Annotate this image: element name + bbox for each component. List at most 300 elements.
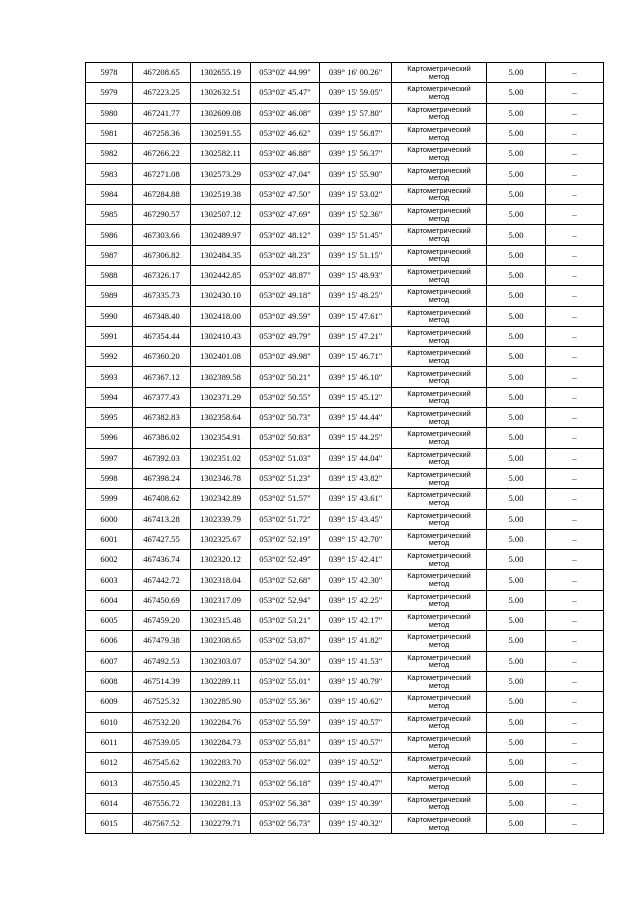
method-label-line2: метод xyxy=(428,457,450,467)
note-cell: – xyxy=(546,732,604,752)
method-cell xyxy=(392,773,487,793)
x-coordinate-cell: 467392.03 xyxy=(133,448,191,468)
table-row xyxy=(86,732,604,752)
latitude-cell: 053°02' 56.38" xyxy=(251,793,320,813)
y-coordinate-cell: 1302519.38 xyxy=(191,184,251,204)
table-row xyxy=(86,753,604,773)
point-number-cell: 6012 xyxy=(86,753,133,773)
latitude-cell: 053°02' 56.18" xyxy=(251,773,320,793)
longitude-cell: 039° 15' 42.30" xyxy=(320,570,392,590)
latitude-cell: 053°02' 46.88" xyxy=(251,144,320,164)
table-row xyxy=(86,265,604,285)
latitude-cell: 053°02' 51.57" xyxy=(251,489,320,509)
method-cell xyxy=(392,428,487,448)
y-coordinate-cell: 1302281.13 xyxy=(191,793,251,813)
x-coordinate-cell: 467459.20 xyxy=(133,611,191,631)
accuracy-cell: 5.00 xyxy=(487,550,546,570)
table-row xyxy=(86,164,604,184)
method-label-line2: метод xyxy=(428,538,450,548)
x-coordinate-cell: 467306.82 xyxy=(133,245,191,265)
y-coordinate-cell: 1302282.71 xyxy=(191,773,251,793)
method-label-line1: Картометрический xyxy=(407,612,471,622)
table-row xyxy=(86,205,604,225)
method-label-line2: метод xyxy=(428,660,450,670)
note-cell: – xyxy=(546,387,604,407)
method-cell xyxy=(392,529,487,549)
method-label-line1: Картометрический xyxy=(407,551,471,561)
method-label-line2: метод xyxy=(428,294,450,304)
longitude-cell: 039° 15' 44.25" xyxy=(320,428,392,448)
method-label-line2: метод xyxy=(428,518,450,528)
point-number-cell: 6007 xyxy=(86,651,133,671)
note-cell: – xyxy=(546,570,604,590)
point-number-cell: 5986 xyxy=(86,225,133,245)
y-coordinate-cell: 1302410.43 xyxy=(191,326,251,346)
note-cell: – xyxy=(546,671,604,691)
method-label-line1: Картометрический xyxy=(407,754,471,764)
method-label-line2: метод xyxy=(428,335,450,345)
accuracy-cell: 5.00 xyxy=(487,509,546,529)
table-row xyxy=(86,631,604,651)
x-coordinate-cell: 467208.65 xyxy=(133,63,191,83)
method-label-line1: Картометрический xyxy=(407,672,471,682)
table-row xyxy=(86,793,604,813)
x-coordinate-cell: 467348.40 xyxy=(133,306,191,326)
method-label-line1: Картометрический xyxy=(407,530,471,540)
accuracy-cell: 5.00 xyxy=(487,793,546,813)
method-label-line2: метод xyxy=(428,477,450,487)
note-cell: – xyxy=(546,712,604,732)
accuracy-cell: 5.00 xyxy=(487,245,546,265)
x-coordinate-cell: 467354.44 xyxy=(133,326,191,346)
note-cell: – xyxy=(546,813,604,833)
method-cell xyxy=(392,205,487,225)
table-row xyxy=(86,570,604,590)
longitude-cell: 039° 15' 53.02" xyxy=(320,184,392,204)
x-coordinate-cell: 467532.20 xyxy=(133,712,191,732)
y-coordinate-cell: 1302308.65 xyxy=(191,631,251,651)
x-coordinate-cell: 467290.57 xyxy=(133,205,191,225)
x-coordinate-cell: 467545.62 xyxy=(133,753,191,773)
method-cell xyxy=(392,103,487,123)
method-cell xyxy=(392,448,487,468)
longitude-cell: 039° 15' 52.36" xyxy=(320,205,392,225)
longitude-cell: 039° 15' 57.80" xyxy=(320,103,392,123)
y-coordinate-cell: 1302279.71 xyxy=(191,813,251,833)
y-coordinate-cell: 1302655.19 xyxy=(191,63,251,83)
method-label-line1: Картометрический xyxy=(407,713,471,723)
table-row xyxy=(86,813,604,833)
method-cell xyxy=(392,123,487,143)
table-row xyxy=(86,326,604,346)
point-number-cell: 6008 xyxy=(86,671,133,691)
longitude-cell: 039° 15' 47.21" xyxy=(320,326,392,346)
method-label-line2: метод xyxy=(428,91,450,101)
method-label-line1: Картометрический xyxy=(407,124,471,134)
y-coordinate-cell: 1302325.67 xyxy=(191,529,251,549)
y-coordinate-cell: 1302582.11 xyxy=(191,144,251,164)
x-coordinate-cell: 467550.45 xyxy=(133,773,191,793)
latitude-cell: 053°02' 52.49" xyxy=(251,550,320,570)
point-number-cell: 5982 xyxy=(86,144,133,164)
point-number-cell: 5979 xyxy=(86,83,133,103)
accuracy-cell: 5.00 xyxy=(487,570,546,590)
method-label-line2: метод xyxy=(428,822,450,832)
y-coordinate-cell: 1302284.76 xyxy=(191,712,251,732)
method-label-line1: Картометрический xyxy=(407,84,471,94)
latitude-cell: 053°02' 47.50" xyxy=(251,184,320,204)
x-coordinate-cell: 467326.17 xyxy=(133,265,191,285)
longitude-cell: 039° 15' 43.61" xyxy=(320,489,392,509)
x-coordinate-cell: 467567.52 xyxy=(133,813,191,833)
method-label-line1: Картометрический xyxy=(407,693,471,703)
method-label-line2: метод xyxy=(428,396,450,406)
latitude-cell: 053°02' 47.04" xyxy=(251,164,320,184)
method-label-line1: Картометрический xyxy=(407,348,471,358)
y-coordinate-cell: 1302418.00 xyxy=(191,306,251,326)
note-cell: – xyxy=(546,83,604,103)
latitude-cell: 053°02' 50.83" xyxy=(251,428,320,448)
y-coordinate-cell: 1302285.90 xyxy=(191,692,251,712)
method-label-line1: Картометрический xyxy=(407,449,471,459)
x-coordinate-cell: 467335.73 xyxy=(133,286,191,306)
method-cell xyxy=(392,550,487,570)
y-coordinate-cell: 1302489.97 xyxy=(191,225,251,245)
latitude-cell: 053°02' 55.01" xyxy=(251,671,320,691)
latitude-cell: 053°02' 46.62" xyxy=(251,123,320,143)
longitude-cell: 039° 15' 56.87" xyxy=(320,123,392,143)
longitude-cell: 039° 15' 40.47" xyxy=(320,773,392,793)
accuracy-cell: 5.00 xyxy=(487,671,546,691)
point-number-cell: 5992 xyxy=(86,347,133,367)
method-label-line1: Картометрический xyxy=(407,409,471,419)
note-cell: – xyxy=(546,367,604,387)
method-label-line1: Картометрический xyxy=(407,510,471,520)
latitude-cell: 053°02' 46.08" xyxy=(251,103,320,123)
method-label-line1: Картометрический xyxy=(407,388,471,398)
latitude-cell: 053°02' 49.79" xyxy=(251,326,320,346)
accuracy-cell: 5.00 xyxy=(487,651,546,671)
table-row xyxy=(86,509,604,529)
method-label-line1: Картометрический xyxy=(407,185,471,195)
latitude-cell: 053°02' 50.21" xyxy=(251,367,320,387)
latitude-cell: 053°02' 51.72" xyxy=(251,509,320,529)
point-number-cell: 5996 xyxy=(86,428,133,448)
accuracy-cell: 5.00 xyxy=(487,286,546,306)
point-number-cell: 5980 xyxy=(86,103,133,123)
method-label-line2: метод xyxy=(428,193,450,203)
longitude-cell: 039° 15' 56.37" xyxy=(320,144,392,164)
note-cell: – xyxy=(546,753,604,773)
table-row xyxy=(86,773,604,793)
latitude-cell: 053°02' 55.59" xyxy=(251,712,320,732)
table-row xyxy=(86,671,604,691)
method-cell xyxy=(392,286,487,306)
y-coordinate-cell: 1302318.04 xyxy=(191,570,251,590)
method-label-line1: Картометрический xyxy=(407,632,471,642)
y-coordinate-cell: 1302430.10 xyxy=(191,286,251,306)
accuracy-cell: 5.00 xyxy=(487,326,546,346)
x-coordinate-cell: 467427.55 xyxy=(133,529,191,549)
note-cell: – xyxy=(546,428,604,448)
point-number-cell: 5989 xyxy=(86,286,133,306)
table-row xyxy=(86,245,604,265)
method-cell xyxy=(392,590,487,610)
method-label-line2: метод xyxy=(428,497,450,507)
accuracy-cell: 5.00 xyxy=(487,225,546,245)
method-label-line1: Картометрический xyxy=(407,327,471,337)
method-label-line1: Картометрический xyxy=(407,104,471,114)
latitude-cell: 053°02' 50.55" xyxy=(251,387,320,407)
note-cell: – xyxy=(546,164,604,184)
y-coordinate-cell: 1302632.51 xyxy=(191,83,251,103)
longitude-cell: 039° 15' 55.90" xyxy=(320,164,392,184)
method-cell xyxy=(392,671,487,691)
point-number-cell: 6009 xyxy=(86,692,133,712)
method-cell xyxy=(392,712,487,732)
table-row xyxy=(86,611,604,631)
accuracy-cell: 5.00 xyxy=(487,205,546,225)
method-label-line1: Картометрический xyxy=(407,652,471,662)
y-coordinate-cell: 1302303.07 xyxy=(191,651,251,671)
x-coordinate-cell: 467525.32 xyxy=(133,692,191,712)
accuracy-cell: 5.00 xyxy=(487,347,546,367)
longitude-cell: 039° 15' 44.44" xyxy=(320,408,392,428)
method-label-line2: метод xyxy=(428,152,450,162)
latitude-cell: 053°02' 52.19" xyxy=(251,529,320,549)
method-cell xyxy=(392,164,487,184)
table-row xyxy=(86,468,604,488)
x-coordinate-cell: 467386.02 xyxy=(133,428,191,448)
y-coordinate-cell: 1302358.64 xyxy=(191,408,251,428)
method-label-line1: Картометрический xyxy=(407,733,471,743)
longitude-cell: 039° 15' 48.25" xyxy=(320,286,392,306)
point-number-cell: 6003 xyxy=(86,570,133,590)
longitude-cell: 039° 15' 46.71" xyxy=(320,347,392,367)
longitude-cell: 039° 15' 40.52" xyxy=(320,753,392,773)
table-row xyxy=(86,63,604,83)
method-cell xyxy=(392,732,487,752)
accuracy-cell: 5.00 xyxy=(487,590,546,610)
point-number-cell: 5997 xyxy=(86,448,133,468)
table-body xyxy=(86,63,604,834)
method-cell xyxy=(392,489,487,509)
longitude-cell: 039° 16' 00.26" xyxy=(320,63,392,83)
method-label-line1: Картометрический xyxy=(407,368,471,378)
table-row xyxy=(86,286,604,306)
accuracy-cell: 5.00 xyxy=(487,408,546,428)
table-row xyxy=(86,590,604,610)
table-row xyxy=(86,651,604,671)
point-number-cell: 6004 xyxy=(86,590,133,610)
method-label-line2: метод xyxy=(428,639,450,649)
method-cell xyxy=(392,347,487,367)
y-coordinate-cell: 1302289.11 xyxy=(191,671,251,691)
point-number-cell: 5984 xyxy=(86,184,133,204)
method-label-line1: Картометрический xyxy=(407,815,471,825)
longitude-cell: 039° 15' 43.82" xyxy=(320,468,392,488)
method-label-line1: Картометрический xyxy=(407,226,471,236)
method-cell xyxy=(392,63,487,83)
table-row xyxy=(86,387,604,407)
x-coordinate-cell: 467367.12 xyxy=(133,367,191,387)
method-cell xyxy=(392,184,487,204)
y-coordinate-cell: 1302484.35 xyxy=(191,245,251,265)
point-number-cell: 5995 xyxy=(86,408,133,428)
y-coordinate-cell: 1302346.78 xyxy=(191,468,251,488)
longitude-cell: 039° 15' 40.32" xyxy=(320,813,392,833)
note-cell: – xyxy=(546,286,604,306)
table-row xyxy=(86,83,604,103)
latitude-cell: 053°02' 52.94" xyxy=(251,590,320,610)
x-coordinate-cell: 467442.72 xyxy=(133,570,191,590)
table-row xyxy=(86,550,604,570)
table-row xyxy=(86,428,604,448)
method-label-line1: Картометрический xyxy=(407,794,471,804)
latitude-cell: 053°02' 56.02" xyxy=(251,753,320,773)
method-cell xyxy=(392,468,487,488)
method-label-line1: Картометрический xyxy=(407,591,471,601)
longitude-cell: 039° 15' 40.57" xyxy=(320,732,392,752)
x-coordinate-cell: 467556.72 xyxy=(133,793,191,813)
method-label-line2: метод xyxy=(428,112,450,122)
y-coordinate-cell: 1302317.09 xyxy=(191,590,251,610)
method-label-line1: Картометрический xyxy=(407,206,471,216)
method-label-line1: Картометрический xyxy=(407,429,471,439)
note-cell: – xyxy=(546,225,604,245)
method-cell xyxy=(392,793,487,813)
method-label-line2: метод xyxy=(428,416,450,426)
accuracy-cell: 5.00 xyxy=(487,529,546,549)
point-number-cell: 6005 xyxy=(86,611,133,631)
method-label-line2: метод xyxy=(428,274,450,284)
method-cell xyxy=(392,245,487,265)
note-cell: – xyxy=(546,265,604,285)
accuracy-cell: 5.00 xyxy=(487,144,546,164)
method-label-line1: Картометрический xyxy=(407,774,471,784)
latitude-cell: 053°02' 54.30" xyxy=(251,651,320,671)
point-number-cell: 5983 xyxy=(86,164,133,184)
y-coordinate-cell: 1302339.79 xyxy=(191,509,251,529)
method-cell xyxy=(392,83,487,103)
accuracy-cell: 5.00 xyxy=(487,367,546,387)
note-cell: – xyxy=(546,408,604,428)
method-label-line2: метод xyxy=(428,741,450,751)
method-label-line1: Картометрический xyxy=(407,571,471,581)
y-coordinate-cell: 1302591.55 xyxy=(191,123,251,143)
x-coordinate-cell: 467436.74 xyxy=(133,550,191,570)
y-coordinate-cell: 1302573.29 xyxy=(191,164,251,184)
method-label-line2: метод xyxy=(428,254,450,264)
note-cell: – xyxy=(546,326,604,346)
y-coordinate-cell: 1302442.85 xyxy=(191,265,251,285)
table-row xyxy=(86,529,604,549)
method-cell xyxy=(392,692,487,712)
table-row xyxy=(86,184,604,204)
note-cell: – xyxy=(546,793,604,813)
x-coordinate-cell: 467382.83 xyxy=(133,408,191,428)
latitude-cell: 053°02' 52.68" xyxy=(251,570,320,590)
note-cell: – xyxy=(546,123,604,143)
accuracy-cell: 5.00 xyxy=(487,631,546,651)
latitude-cell: 053°02' 51.23" xyxy=(251,468,320,488)
method-cell xyxy=(392,813,487,833)
method-label-line1: Картометрический xyxy=(407,64,471,74)
point-number-cell: 6013 xyxy=(86,773,133,793)
longitude-cell: 039° 15' 45.12" xyxy=(320,387,392,407)
point-number-cell: 5994 xyxy=(86,387,133,407)
method-label-line2: метод xyxy=(428,680,450,690)
latitude-cell: 053°02' 44.99" xyxy=(251,63,320,83)
method-label-line2: метод xyxy=(428,173,450,183)
y-coordinate-cell: 1302342.89 xyxy=(191,489,251,509)
longitude-cell: 039° 15' 51.45" xyxy=(320,225,392,245)
method-label-line2: метод xyxy=(428,721,450,731)
latitude-cell: 053°02' 53.87" xyxy=(251,631,320,651)
table-row xyxy=(86,103,604,123)
point-number-cell: 5990 xyxy=(86,306,133,326)
longitude-cell: 039° 15' 48.93" xyxy=(320,265,392,285)
y-coordinate-cell: 1302354.91 xyxy=(191,428,251,448)
longitude-cell: 039° 15' 41.53" xyxy=(320,651,392,671)
x-coordinate-cell: 467398.24 xyxy=(133,468,191,488)
note-cell: – xyxy=(546,651,604,671)
y-coordinate-cell: 1302315.48 xyxy=(191,611,251,631)
method-cell xyxy=(392,387,487,407)
method-cell xyxy=(392,651,487,671)
accuracy-cell: 5.00 xyxy=(487,103,546,123)
method-label-line1: Картометрический xyxy=(407,246,471,256)
method-label-line2: метод xyxy=(428,782,450,792)
latitude-cell: 053°02' 48.12" xyxy=(251,225,320,245)
accuracy-cell: 5.00 xyxy=(487,63,546,83)
method-label-line1: Картометрический xyxy=(407,469,471,479)
method-cell xyxy=(392,144,487,164)
latitude-cell: 053°02' 49.59" xyxy=(251,306,320,326)
accuracy-cell: 5.00 xyxy=(487,123,546,143)
longitude-cell: 039° 15' 42.41" xyxy=(320,550,392,570)
longitude-cell: 039° 15' 40.57" xyxy=(320,712,392,732)
longitude-cell: 039° 15' 42.25" xyxy=(320,590,392,610)
note-cell: – xyxy=(546,468,604,488)
note-cell: – xyxy=(546,692,604,712)
note-cell: – xyxy=(546,448,604,468)
accuracy-cell: 5.00 xyxy=(487,184,546,204)
latitude-cell: 053°02' 45.47" xyxy=(251,83,320,103)
method-cell xyxy=(392,265,487,285)
y-coordinate-cell: 1302401.08 xyxy=(191,347,251,367)
latitude-cell: 053°02' 56.73" xyxy=(251,813,320,833)
accuracy-cell: 5.00 xyxy=(487,448,546,468)
point-number-cell: 6001 xyxy=(86,529,133,549)
method-cell xyxy=(392,570,487,590)
longitude-cell: 039° 15' 41.82" xyxy=(320,631,392,651)
accuracy-cell: 5.00 xyxy=(487,773,546,793)
method-label-line2: метод xyxy=(428,436,450,446)
accuracy-cell: 5.00 xyxy=(487,712,546,732)
y-coordinate-cell: 1302284.73 xyxy=(191,732,251,752)
y-coordinate-cell: 1302389.58 xyxy=(191,367,251,387)
longitude-cell: 039° 15' 51.15" xyxy=(320,245,392,265)
x-coordinate-cell: 467492.53 xyxy=(133,651,191,671)
accuracy-cell: 5.00 xyxy=(487,428,546,448)
x-coordinate-cell: 467479.38 xyxy=(133,631,191,651)
method-label-line2: метод xyxy=(428,558,450,568)
method-label-line2: метод xyxy=(428,71,450,81)
latitude-cell: 053°02' 49.98" xyxy=(251,347,320,367)
method-cell xyxy=(392,408,487,428)
x-coordinate-cell: 467539.05 xyxy=(133,732,191,752)
